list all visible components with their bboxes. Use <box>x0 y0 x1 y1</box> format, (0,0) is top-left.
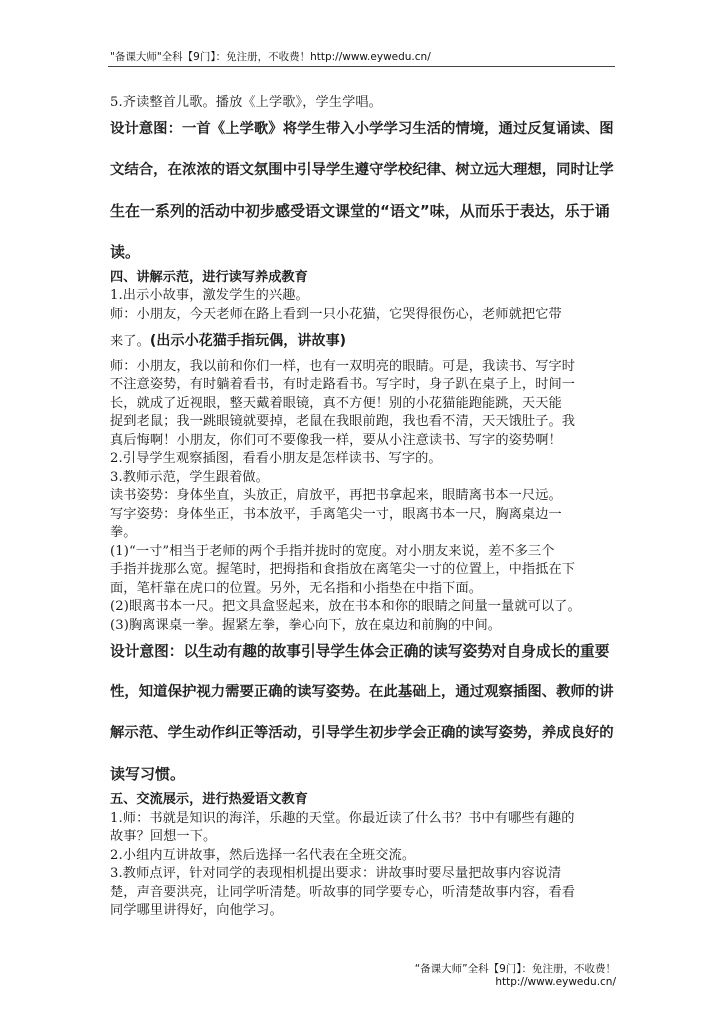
design-intent-2-line-4: 读写习惯。 <box>110 765 186 783</box>
text-line: 面，笔杆靠在虎口的位置。另外，无名指和小指垫在中指下面。 <box>110 580 483 596</box>
design-intent-1-line-2: 文结合，在浓浓的语文氛围中引导学生遵守学校纪律、树立远大理想，同时让学 <box>110 161 614 178</box>
text-line: 捉到老鼠；我一跳眼镜就要掉，老鼠在我眼前跑，我也看不清，天天饿肚子。我 <box>110 414 576 429</box>
design-intent-1-line-3: 生在一系列的活动中初步感受语文课堂的“语文”味，从而乐于表达，乐于诵 <box>110 201 610 220</box>
text-line: (1)“一寸”相当于老师的两个手指并拢时的宽度。对小朋友来说，差不多三个 <box>110 543 555 559</box>
text-line: 3.教师点评，针对同学的表现相机提出要求：讲故事时要尽量把故事内容说清 <box>110 866 562 881</box>
section-heading-5: 五、交流展示，进行热爱语文教育 <box>110 792 308 807</box>
text-line: 真后悔啊！小朋友，你们可不要像我一样，要从小注意读书、写字的姿势啊！ <box>110 432 562 448</box>
text-line: 读书姿势：身体坐直，头放正，肩放平，再把书拿起来，眼睛离书本一尺远。 <box>110 488 562 503</box>
design-intent-1-line-4: 读。 <box>110 242 141 261</box>
document-body <box>110 92 616 921</box>
section-heading-4: 四、讲解示范，进行读写养成教育 <box>110 269 308 285</box>
text-line: 2.小组内互讲故事，然后选择一名代表在全班交流。 <box>110 847 416 863</box>
step-5-line: 5.齐读整首儿歌。播放《上学歌》，学生学唱。 <box>110 95 382 110</box>
text-line: 3.教师示范，学生跟着做。 <box>110 469 269 485</box>
text-fragment: 来了。 <box>110 334 150 349</box>
text-line: 手指并拢那么宽。握笔时，把拇指和食指放在离笔尖一寸的位置上，中指抵在下 <box>110 562 576 577</box>
page-header: "备课大师"全科【9门】：免注册，不收费！http://www.eywedu.cn/ <box>110 51 431 63</box>
text-line: 不注意姿势，有时躺着看书，有时走路看书。写字时，身子趴在桌子上，时间一 <box>110 377 576 392</box>
text-line: 写字姿势：身体坐正，书本放平，手离笔尖一寸，眼离书本一尺，胸离桌边一 <box>110 506 562 522</box>
text-line <box>110 332 616 352</box>
text-line: 故事？回想一下。 <box>110 829 217 844</box>
design-intent-2-line-3: 解示范、学生动作纠正等活动，引导学生初步学会正确的读写姿势，养成良好的 <box>110 725 614 741</box>
text-line: 1.师：书就是知识的海洋，乐趣的天堂。你最近读了什么书？书中有哪些有趣的 <box>110 810 575 826</box>
text-line: 长，就成了近视眼，整天戴着眼镜，真不方便！别的小花猫能跑能跳，天天能 <box>110 395 562 411</box>
page-footer: “备课大师”全科【9门】：免注册，不收费！http://www.eywedu.cn/ <box>414 963 616 988</box>
text-line: 1.出示小故事，激发学生的兴趣。 <box>110 288 309 303</box>
design-intent-1-line-1: 设计意图：一首《上学歌》将学生带入小学学习生活的情境，通过反复诵读、图 <box>110 120 614 137</box>
header-divider <box>108 66 615 67</box>
stage-direction: (出示小花猫手指玩偶，讲故事) <box>149 333 347 349</box>
text-line: (2)眼离书本一尺。把文具盒竖起来，放在书本和你的眼睛之间量一量就可以了。 <box>110 599 581 614</box>
text-line: 同学哪里讲得好，向他学习。 <box>110 903 283 918</box>
text-line: (3)胸离课桌一拳。握紧左拳，拳心向下，放在桌边和前胸的中间。 <box>110 617 502 633</box>
text-line: 师：小朋友，我以前和你们一样，也有一双明亮的眼睛。可是，我读书、写字时 <box>110 358 576 374</box>
design-intent-2-line-1: 设计意图：以生动有趣的故事引导学生体会正确的读写姿势对自身成长的重要 <box>110 643 610 660</box>
text-line: 楚，声音要洪亮，让同学听清楚。听故事的同学要专心，听清楚故事内容，看看 <box>110 884 576 900</box>
design-intent-2-line-2: 性，知道保护视力需要正确的读写姿势。在此基础上，通过观察插图、教师的讲 <box>110 684 614 700</box>
text-line: 师：小朋友，今天老师在路上看到一只小花猫，它哭得很伤心，老师就把它带 <box>110 306 562 322</box>
text-line: 2.引导学生观察插图，看看小朋友是怎样读书、写字的。 <box>110 451 442 466</box>
text-line: 拳。 <box>110 525 137 540</box>
